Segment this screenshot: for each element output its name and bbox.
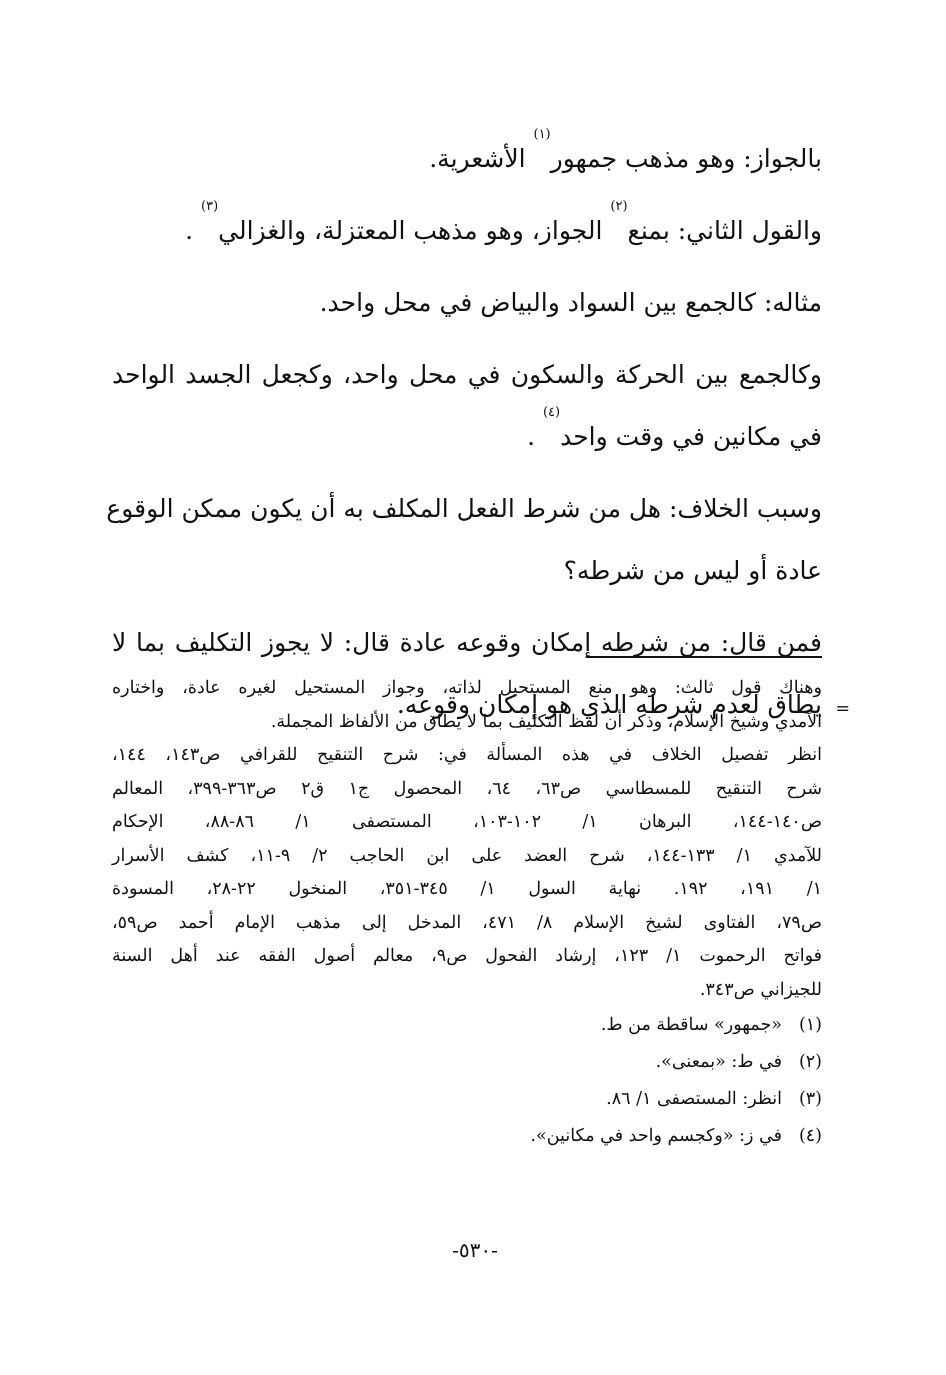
footnote-number: (٣) <box>798 1089 822 1109</box>
note-line: فواتح الرحموت ١/ ١٢٣، إرشاد الفحول ص٩، معالم أصول الفقه عند أهل السنة <box>112 946 822 966</box>
text-line: يطاق لعدم شرطه الذي هو إمكان وقوعه. <box>396 690 822 719</box>
footnote-number: (١) <box>798 1015 822 1035</box>
note-line: شرح التنقيح للمسطاسي ص٦٣، ٦٤، المحصول ج١ ق٢ ص٣٦٣-٣٩٩، المعالم <box>112 778 823 799</box>
text-line: والقول الثاني: بمنع$^{(٢)}$ الجواز، وهو مذهب المعتزلة، والغزالي$^{(٣)}$ . <box>185 199 822 245</box>
text-line: فمن قال: من شرطه إمكان وقوعه عادة قال: لا يجوز التكليف بما لا <box>112 628 822 657</box>
footnote-ref[interactable]: (٢) <box>610 199 628 214</box>
footnote-number: (٢) <box>798 1052 822 1072</box>
note-line: = وهناك قول ثالث: وهو منع المستحيل لذاته، وجواز المستحيل لغيره عادة، واختاره <box>112 678 850 719</box>
text-line: بالجواز: وهو مذهب جمهور$^{(١)}$ الأشعرية. <box>429 127 822 173</box>
note-line: للآمدي ١/ ١٣٣-١٤٤، شرح العضد على ابن الحاجب ٢/ ٩-١١، كشف الأسرار <box>112 845 822 866</box>
page-number: -٥٣٠- <box>452 1238 498 1262</box>
footnote-ref[interactable]: (١) <box>533 127 551 142</box>
text-line: وكالجمع بين الحركة والسكون في محل واحد، وكجعل الجسد الواحد <box>112 360 822 389</box>
footnote-ref[interactable]: (٣) <box>201 199 219 214</box>
text-line: في مكانين في وقت واحد$^{(٤)}$ . <box>527 405 822 451</box>
footnote-item: (٤)في ز: «وكجسم واحد في مكانين». <box>112 1118 822 1155</box>
text-line: وسبب الخلاف: هل من شرط الفعل المكلف به أن يكون ممكن الوقوع <box>106 494 822 523</box>
text-line: مثاله: كالجمع بين السواد والبياض في محل واحد. <box>319 288 822 317</box>
footnote-item: (١)«جمهور» ساقطة من ط. <box>112 1007 822 1044</box>
note-line: للجيزاني ص٣٤٣. <box>699 979 822 1000</box>
footnote-item: (٣)انظر: المستصفى ١/ ٨٦. <box>112 1081 822 1118</box>
note-line: ص١٤٠-١٤٤، البرهان ١/ ١٠٢-١٠٣، المستصفى ١/ ٨٦-٨٨، الإحكام <box>112 812 822 832</box>
text-line: عادة أو ليس من شرطه؟ <box>563 556 822 585</box>
note-line: ١/ ١٩١، ١٩٢. نهاية السول ١/ ٣٤٥-٣٥١، المنخول ٢٢-٢٨، المسودة <box>112 879 822 899</box>
footnote-ref[interactable]: (٤) <box>542 405 561 420</box>
note-line: الآمدي وشيخ الإسلام، وذكر أن لفظ التكليف بما لا يطاق من الألفاظ المجملة. <box>270 711 822 732</box>
note-line: ص٧٩، الفتاوى لشيخ الإسلام ٨/ ٤٧١، المدخل إلى مذهب الإمام أحمد ص٥٩، <box>112 912 822 933</box>
footnote-item: (٢)في ط: «بمعنى». <box>112 1044 822 1081</box>
note-line: انظر تفصيل الخلاف في هذه المسألة في: شرح التنقيح للقرافي ص١٤٣، ١٤٤، <box>112 745 822 765</box>
footnote-number: (٤) <box>798 1126 822 1146</box>
footnote-separator <box>586 656 822 658</box>
main-text <box>106 127 850 740</box>
footnotes-area <box>112 672 850 1155</box>
